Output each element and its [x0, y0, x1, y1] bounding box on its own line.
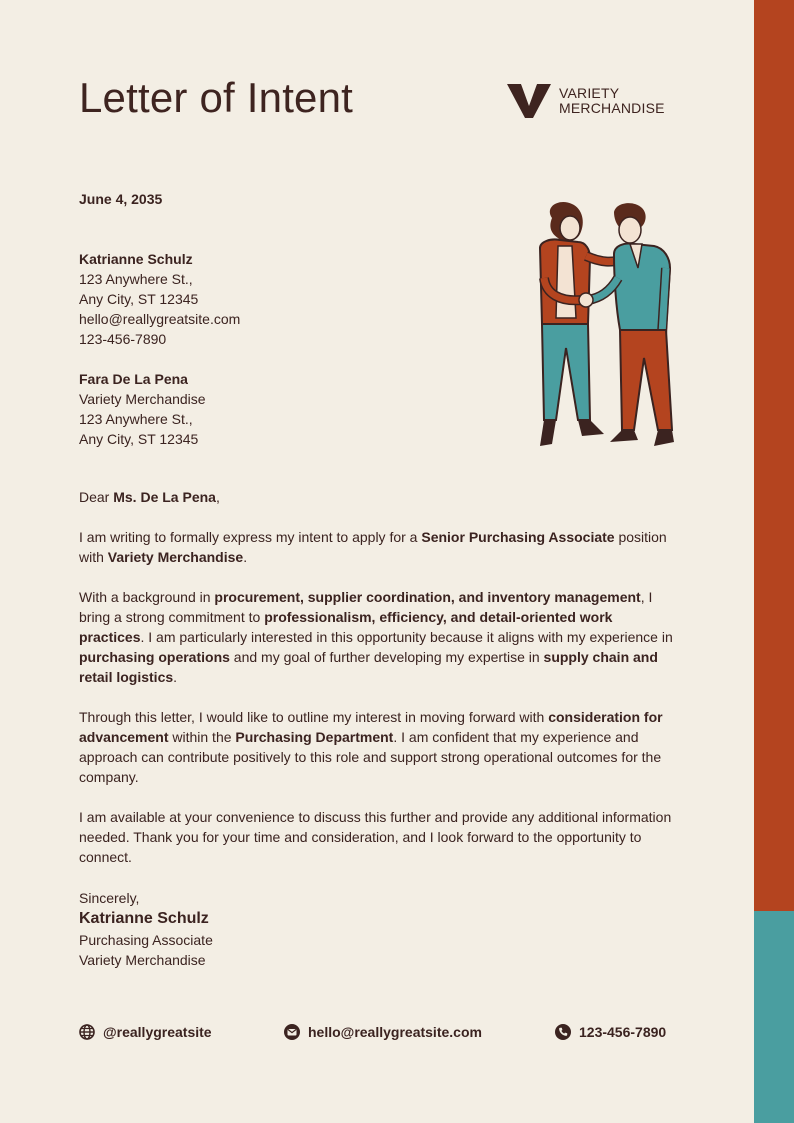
body-text: and my goal of further developing my expertise in: [229, 649, 544, 665]
signoff-company: Variety Merchandise: [79, 952, 206, 968]
recipient-company: Variety Merchandise: [79, 391, 206, 407]
sender-block: [79, 249, 240, 349]
phone-icon: [555, 1024, 571, 1040]
emphasis-text: consideration for advancement: [79, 709, 663, 745]
recipient-block: [79, 369, 206, 449]
body-text: , I bring a strong commitment to: [79, 589, 653, 625]
logo-mark-icon: [507, 82, 551, 120]
body-text: Through this letter, I would like to outline my interest in moving forward with: [79, 709, 549, 725]
sender-email: hello@reallygreatsite.com: [79, 311, 241, 327]
greeting-name: Ms. De La Pena: [113, 489, 216, 505]
emphasis-text: supply chain and retail logistics: [79, 649, 658, 685]
recipient-name: Fara De La Pena: [79, 371, 188, 387]
handshake-illustration: [530, 198, 680, 453]
footer-email[interactable]: [284, 1024, 482, 1040]
closing: Sincerely,: [79, 890, 140, 906]
sender-address-1: 123 Anywhere St.,: [79, 271, 193, 287]
sender-address-2: Any City, ST 12345: [79, 291, 199, 307]
body-text: .: [173, 669, 178, 685]
greeting-suffix: ,: [215, 489, 220, 505]
greeting: [79, 487, 679, 507]
logo-line-2: MERCHANDISE: [559, 100, 665, 116]
paragraph-4: [79, 807, 679, 867]
emphasis-text: purchasing operations: [79, 649, 230, 665]
emphasis-text: professionalism, efficiency, and detail-oriented work practices: [79, 609, 613, 645]
body-text: With a background in: [79, 589, 215, 605]
body-text: within the: [168, 729, 236, 745]
footer-email-text: hello@reallygreatsite.com: [308, 1024, 482, 1040]
paragraph-1: [79, 527, 679, 567]
body-text: . I am confident that my experience and approach can contribute positively to this role and support strong operational outcomes for the company.: [79, 729, 662, 785]
signoff-role: Purchasing Associate: [79, 932, 213, 948]
signoff-block: [79, 888, 213, 970]
globe-icon: [79, 1024, 95, 1040]
footer-website[interactable]: [79, 1024, 212, 1040]
emphasis-text: Variety Merchandise: [107, 549, 244, 565]
signoff-name: Katrianne Schulz: [79, 910, 209, 927]
recipient-address-1: 123 Anywhere St.,: [79, 411, 193, 427]
footer-phone[interactable]: [555, 1024, 666, 1040]
sender-name: Katrianne Schulz: [79, 251, 193, 267]
greeting-prefix: Dear: [79, 489, 114, 505]
emphasis-text: Senior Purchasing Associate: [421, 529, 615, 545]
emphasis-text: Purchasing Department: [235, 729, 394, 745]
body-text: .: [243, 549, 248, 565]
recipient-address-2: Any City, ST 12345: [79, 431, 199, 447]
logo-line-1: VARIETY: [559, 85, 620, 101]
paragraph-2: [79, 587, 679, 687]
body-text: I am writing to formally express my intent to apply for a: [79, 529, 422, 545]
emphasis-text: procurement, supplier coordination, and inventory management: [214, 589, 641, 605]
body-text: position with: [79, 529, 667, 565]
paragraph-3: [79, 707, 679, 787]
sender-phone: 123-456-7890: [79, 331, 167, 347]
body-text: . I am particularly interested in this opportunity because it aligns with my experience in: [140, 629, 673, 645]
company-logo: [507, 82, 665, 120]
letter-date: June 4, 2035: [79, 191, 163, 207]
page-title: Letter of Intent: [79, 74, 354, 121]
accent-stripe-teal: [754, 911, 794, 1123]
footer-phone-text: 123-456-7890: [579, 1024, 667, 1040]
letter-body: [79, 487, 679, 887]
email-icon: [284, 1024, 300, 1040]
accent-stripe-rust: [754, 0, 794, 911]
body-text: I am available at your convenience to discuss this further and provide any additional information needed. Thank you for your time and consideration, and I look forward to the opportunity to connect.: [79, 809, 672, 865]
footer-website-text: @reallygreatsite: [103, 1024, 212, 1040]
